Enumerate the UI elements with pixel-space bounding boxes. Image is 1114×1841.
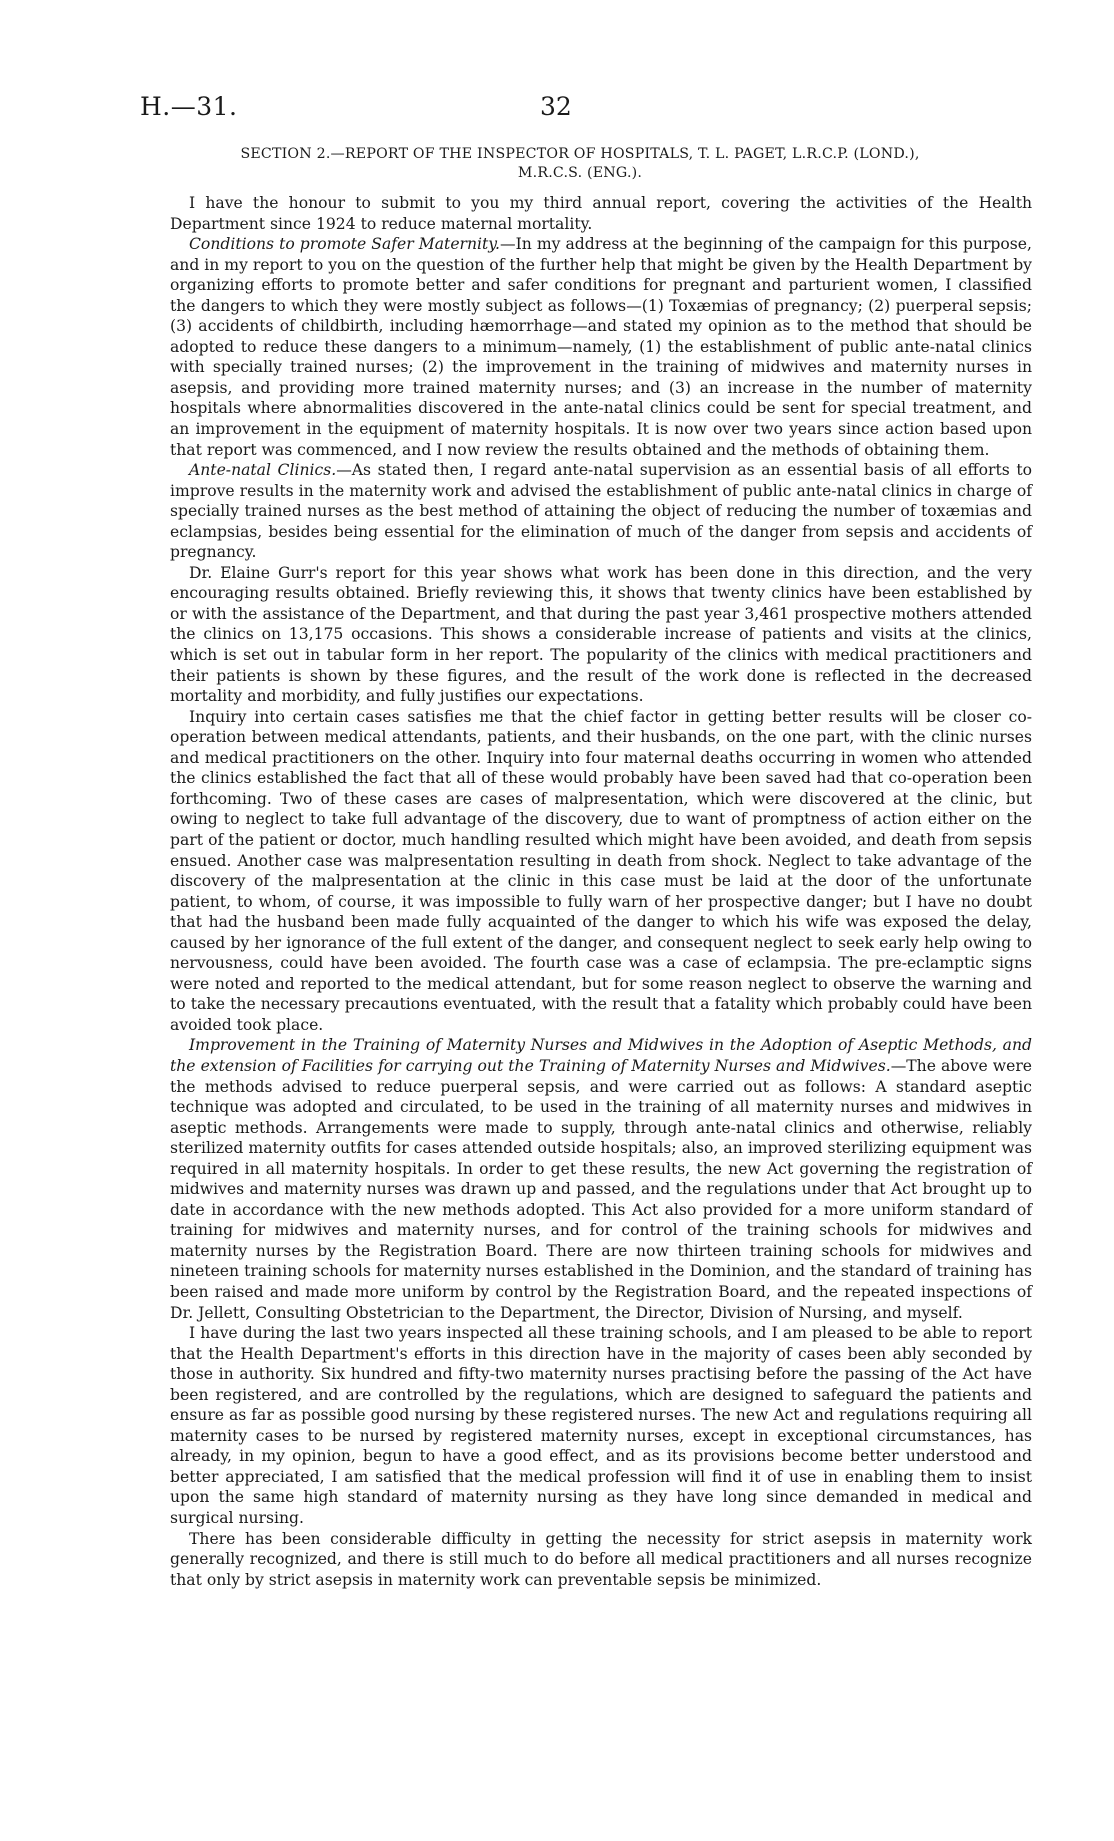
paragraph-1 — [170, 193, 1032, 234]
paragraph-lead: Conditions to promote Safer Maternity. — [189, 235, 500, 254]
section-title — [180, 145, 980, 183]
section-title-line-1: SECTION 2.—REPORT OF THE INSPECTOR OF HOSPITALS, T. L. PAGET, L.R.C.P. (LOND.), — [240, 146, 920, 162]
page-number: 32 — [540, 92, 572, 121]
paragraph-lead: Ante-natal Clinics. — [189, 461, 337, 480]
paragraph-text: Dr. Elaine Gurr's report for this year shows what work has been done in this direction, and the very encouraging results obtained. Briefly reviewing this, it shows that twenty clinics have been established by or with the assistance of the Department, and that during the past year 3,461 prospective mothers attended the clinics on 13,175 occasions. This shows a considerable increase of patients and visits at the clinics, which is set out in tabular form in her report. The popularity of the clinics with medical practitioners and their patients is shown by these figures, and the result of the work done is reflected in the decreased mortality and morbidity, and fully justifies our expectations. — [170, 563, 1032, 706]
paragraph-text: —In my address at the beginning of the campaign for this purpose, and in my report to you on the question of the further help that might be given by the Health Department by organizing efforts to promote better and safer conditions for pregnant and parturient women, I classified the dangers to which they were mostly subject as follows—(1) Toxæmias of pregnancy; (2) puerperal sepsis; (3) accidents of childbirth, including hæmorrhage—and stated my opinion as to the method that should be adopted to reduce these dangers to a minimum—namely, (1) the establishment of public ante-natal clinics with specially trained nurses; (2) the improvement in the training of midwives and maternity nurses in asepsis, and providing more trained maternity nurses; and (3) an increase in the number of maternity hospitals where abnormalities discovered in the ante-natal clinics could be sent for special treatment, and an improvement in the equipment of maternity hospitals. It is now over two years since action based upon that report was commenced, and I now review the results obtained and the methods of obtaining them. — [170, 235, 1032, 459]
section-title-line-2: M.R.C.S. (ENG.). — [517, 165, 643, 181]
paragraph-text: —The above were the methods advised to reduce puerperal sepsis, and were carried out as follows: A standard aseptic technique was adopted and circulated, to be used in the training of all maternity nurses and midwives in aseptic methods. Arrangements were made to supply, through ante-natal clinics and otherwise, reliably sterilized maternity outfits for cases attended outside hospitals; also, an improved sterilizing equipment was required in all maternity hospitals. In order to get these results, the new Act governing the registration of midwives and maternity nurses was drawn up and passed, and the regulations under that Act brought up to date in accordance with the new methods adopted. This Act also provided for a more uniform standard of training for midwives and maternity nurses, and for control of the training schools for midwives and maternity nurses by the Registration Board. There are now thirteen training schools for midwives and nineteen training schools for maternity nurses established in the Dominion, and the standard of training has been raised and made more uniform by control by the Registration Board, and the repeated inspections of Dr. Jellett, Consulting Obstetrician to the Department, the Director, Division of Nursing, and myself. — [170, 1056, 1032, 1322]
paragraph-4 — [170, 563, 1032, 707]
paragraph-7 — [170, 1323, 1032, 1528]
paragraph-text: —As stated then, I regard ante-natal supervision as an essential basis of all efforts to improve results in the maternity work and advised the establishment of public ante-natal clinics in charge of specially trained nurses as the best method of attaining the object of reducing the number of toxæmias and eclampsias, besides being essential for the elimination of much of the danger from sepsis and accidents of pregnancy. — [170, 461, 1032, 562]
paragraph-text: There has been considerable difficulty in getting the necessity for strict asepsis in maternity work generally recognized, and there is still much to do before all medical practitioners and all nurses recognize that only by strict asepsis in maternity work can preventable sepsis be minimized. — [170, 1529, 1032, 1589]
paragraph-text: I have the honour to submit to you my third annual report, covering the activities of the Health Department since 1924 to reduce maternal mortality. — [170, 194, 1032, 233]
report-body — [170, 193, 1032, 1590]
paragraph-6 — [170, 1035, 1032, 1323]
paragraph-lead: Improvement in the Training of Maternity Nurses and Midwives in the Adoption of Aseptic Methods, and the extension of Facilities for carrying out the Training of Maternity Nurses and Midwives. — [170, 1036, 1032, 1075]
page-header — [140, 92, 1034, 122]
paragraph-text: I have during the last two years inspected all these training schools, and I am pleased to be able to report that the Health Department's efforts in this direction have in the majority of cases been ably seconded by those in authority. Six hundred and fifty-two maternity nurses practising before the passing of the Act have been registered, and are controlled by the regulations, which are designed to safeguard the patients and ensure as far as possible good nursing by these registered nurses. The new Act and regulations requiring all maternity cases to be nursed by registered maternity nurses, except in exceptional circumstances, has already, in my opinion, begun to have a good effect, and as its provisions become better understood and better appreciated, I am satisfied that the medical profession will find it of use in enabling them to insist upon the same high standard of maternity nursing as they have long since demanded in medical and surgical nursing. — [170, 1324, 1032, 1527]
paragraph-8 — [170, 1529, 1032, 1591]
page-reference: H.—31. — [140, 92, 238, 121]
paragraph-5 — [170, 707, 1032, 1036]
paragraph-2 — [170, 234, 1032, 460]
paragraph-3 — [170, 460, 1032, 563]
paragraph-text: Inquiry into certain cases satisfies me that the chief factor in getting better results will be closer co-operation between medical attendants, patients, and their husbands, on the one part, with the clinic nurses and medical practitioners on the other. Inquiry into four maternal deaths occurring in women who attended the clinics established the fact that all of these would probably have been saved had that co-operation been forthcoming. Two of these cases are cases of malpresentation, which were discovered at the clinic, but owing to neglect to take full advantage of the discovery, due to want of promptness of action either on the part of the patient or doctor, much handling resulted which might have been avoided, and death from sepsis ensued. Another case was malpresentation resulting in death from shock. Neglect to take advantage of the discovery of the malpresentation at the clinic in this case must be laid at the door of the unfortunate patient, to whom, of course, it was impossible to fully warn of her prospective danger; but I have no doubt that had the husband been made fully acquainted of the danger to which his wife was exposed the delay, caused by her ignorance of the full extent of the danger, and consequent neglect to seek early help owing to nervousness, could have been avoided. The fourth case was a case of eclampsia. The pre-eclamptic signs were noted and reported to the medical attendant, but for some reason neglect to observe the warning and to take the necessary precautions eventuated, with the result that a fatality which probably could have been avoided took place. — [170, 707, 1032, 1034]
